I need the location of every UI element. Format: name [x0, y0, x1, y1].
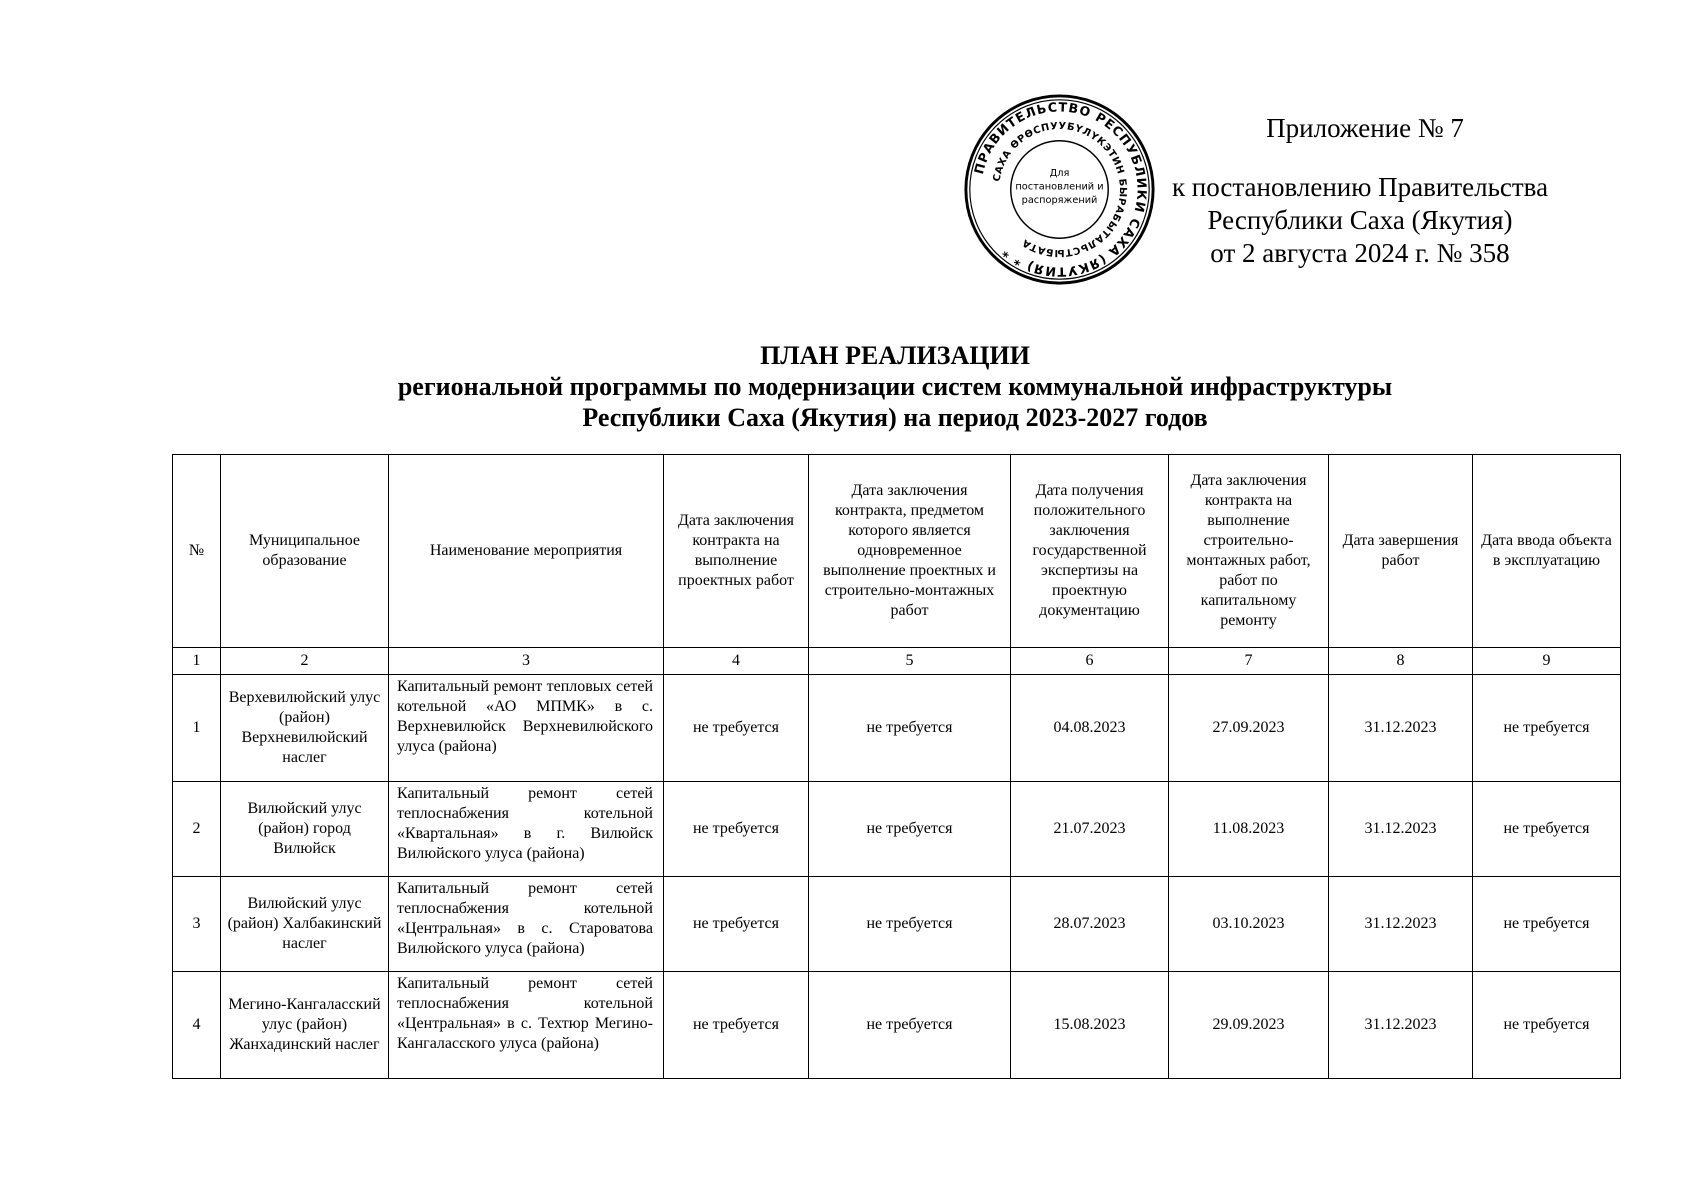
- table-row: [173, 972, 1621, 1079]
- combined-contract-cell: не требуется: [809, 782, 1011, 877]
- design-contract-cell: не требуется: [664, 782, 809, 877]
- construction-contract-cell: 27.09.2023: [1169, 675, 1329, 782]
- column-number-cell: 3: [389, 648, 664, 675]
- event-cell: Капитальный ремонт сетей теплоснабжения котельной «Центральная» в с. Староватова Вилюйского улуса (района): [389, 877, 664, 972]
- completion-date-cell: 31.12.2023: [1329, 782, 1473, 877]
- header-cell: Дата заключения контракта на выполнение проектных работ: [664, 455, 809, 648]
- header-cell: Дата получения положительного заключения государственной экспертизы на проектную документацию: [1011, 455, 1169, 648]
- combined-contract-cell: не требуется: [809, 972, 1011, 1079]
- commissioning-cell: не требуется: [1473, 675, 1621, 782]
- header-cell: №: [173, 455, 221, 648]
- svg-text:постановлений и: постановлений и: [1015, 181, 1104, 193]
- official-seal-stamp: [962, 92, 1157, 287]
- header-cell: Дата заключения контракта на выполнение строительно-монтажных работ, работ по капитальному ремонту: [1169, 455, 1329, 648]
- event-cell: Капитальный ремонт сетей теплоснабжения котельной «Центральная» в с. Техтюр Мегино-Кангаласского улуса (района): [389, 972, 664, 1079]
- table-row: [173, 782, 1621, 877]
- svg-text:САХА ӨРӨСПУУБҮЛҮКЭТИН БЫРАБЫТА: САХА ӨРӨСПУУБҮЛҮКЭТИН БЫРАБЫТАЛЬСТЫБАТА: [991, 120, 1129, 258]
- title-line-2: региональной программы по модернизации систем коммунальной инфраструктуры: [397, 372, 1393, 401]
- municipality-cell: Верхевилюйский улус (район) Верхневилюйский наслег: [221, 675, 389, 782]
- construction-contract-cell: 03.10.2023: [1169, 877, 1329, 972]
- expertise-date-cell: 21.07.2023: [1011, 782, 1169, 877]
- svg-text:распоряжений: распоряжений: [1021, 195, 1098, 207]
- design-contract-cell: не требуется: [664, 675, 809, 782]
- title-line-3: Республики Саха (Якутия) на период 2023-2027 годов: [582, 403, 1208, 432]
- appendix-number: Приложение № 7: [1266, 113, 1464, 143]
- column-number-cell: 9: [1473, 648, 1621, 675]
- appendix-block: [1140, 112, 1580, 270]
- combined-contract-cell: не требуется: [809, 877, 1011, 972]
- design-contract-cell: не требуется: [664, 972, 809, 1079]
- column-number-cell: 5: [809, 648, 1011, 675]
- header-cell: Дата ввода объекта в эксплуатацию: [1473, 455, 1621, 648]
- row-number: 2: [173, 782, 221, 877]
- expertise-date-cell: 15.08.2023: [1011, 972, 1169, 1079]
- commissioning-cell: не требуется: [1473, 972, 1621, 1079]
- column-number-cell: 2: [221, 648, 389, 675]
- commissioning-cell: не требуется: [1473, 877, 1621, 972]
- document-title: [170, 340, 1620, 433]
- column-number-cell: 7: [1169, 648, 1329, 675]
- header-cell: Муниципальное образование: [221, 455, 389, 648]
- combined-contract-cell: не требуется: [809, 675, 1011, 782]
- plan-table: [172, 454, 1621, 1079]
- appendix-date-line: от 2 августа 2024 г. № 358: [1210, 238, 1510, 268]
- svg-text:ПРАВИТЕЛЬСТВО РЕСПУБЛИКИ САХА: ПРАВИТЕЛЬСТВО РЕСПУБЛИКИ САХА (ЯКУТИЯ) * *: [971, 99, 1150, 280]
- expertise-date-cell: 04.08.2023: [1011, 675, 1169, 782]
- completion-date-cell: 31.12.2023: [1329, 675, 1473, 782]
- table-row: [173, 877, 1621, 972]
- expertise-date-cell: 28.07.2023: [1011, 877, 1169, 972]
- column-number-cell: 6: [1011, 648, 1169, 675]
- event-cell: Капитальный ремонт тепловых сетей котельной «АО МПМК» в с. Верхневилюйск Верхневилюйского улуса (района): [389, 675, 664, 782]
- row-number: 3: [173, 877, 221, 972]
- appendix-republic-line: Республики Саха (Якутия): [1207, 205, 1513, 235]
- column-number-cell: 8: [1329, 648, 1473, 675]
- header-cell: Дата заключения контракта, предметом которого является одновременное выполнение проектных и строительно-монтажных работ: [809, 455, 1011, 648]
- municipality-cell: Вилюйский улус (район) город Вилюйск: [221, 782, 389, 877]
- event-cell: Капитальный ремонт сетей теплоснабжения котельной «Квартальная» в г. Вилюйск Вилюйского улуса (района): [389, 782, 664, 877]
- row-number: 1: [173, 675, 221, 782]
- municipality-cell: Вилюйский улус (район) Халбакинский наслег: [221, 877, 389, 972]
- municipality-cell: Мегино-Кангаласский улус (район) Жанхадинский наслег: [221, 972, 389, 1079]
- design-contract-cell: не требуется: [664, 877, 809, 972]
- appendix-decree-line: к постановлению Правительства: [1171, 172, 1549, 202]
- completion-date-cell: 31.12.2023: [1329, 972, 1473, 1079]
- construction-contract-cell: 29.09.2023: [1169, 972, 1329, 1079]
- row-number: 4: [173, 972, 221, 1079]
- column-number-cell: 4: [664, 648, 809, 675]
- table-row: [173, 675, 1621, 782]
- column-number-row: [173, 648, 1621, 675]
- commissioning-cell: не требуется: [1473, 782, 1621, 877]
- completion-date-cell: 31.12.2023: [1329, 877, 1473, 972]
- header-cell: Наименование мероприятия: [389, 455, 664, 648]
- title-line-1: ПЛАН РЕАЛИЗАЦИИ: [760, 341, 1030, 370]
- header-cell: Дата завершения работ: [1329, 455, 1473, 648]
- svg-text:Для: Для: [1049, 167, 1070, 179]
- table-header-row: [173, 455, 1621, 648]
- construction-contract-cell: 11.08.2023: [1169, 782, 1329, 877]
- column-number-cell: 1: [173, 648, 221, 675]
